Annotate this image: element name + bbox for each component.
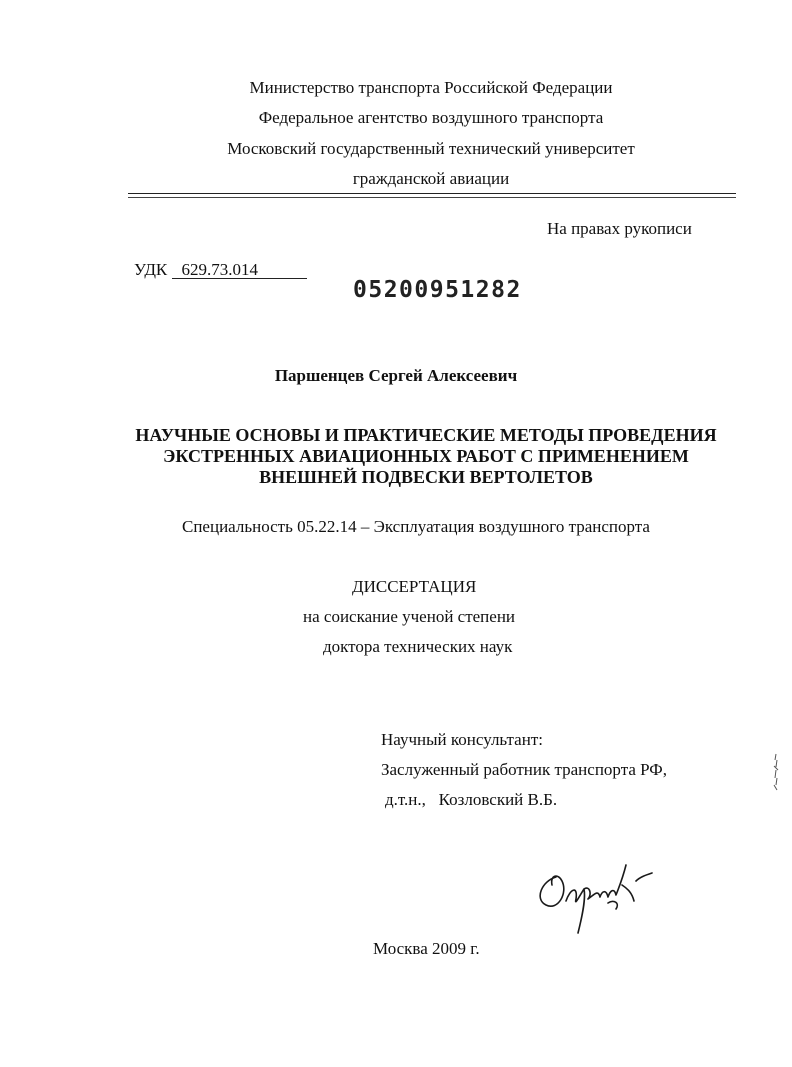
- manuscript-note: На правах рукописи: [547, 219, 692, 238]
- consultant-label: Научный консультант:: [381, 730, 543, 749]
- specialty-line: Специальность 05.22.14 – Эксплуатация воздушного транспорта: [182, 517, 650, 536]
- title-line-3: ВНЕШНЕЙ ПОДВЕСКИ ВЕРТОЛЕТОВ: [259, 467, 593, 487]
- title-line-2: ЭКСТРЕННЫХ АВИАЦИОННЫХ РАБОТ С ПРИМЕНЕНИЕМ: [163, 446, 689, 466]
- agency-line: Федеральное агентство воздушного транспорта: [258, 108, 604, 127]
- dissertation-title: [96, 425, 756, 488]
- university-line-1: Московский государственный технический университет: [227, 139, 635, 158]
- title-line-1: НАУЧНЫЕ ОСНОВЫ И ПРАКТИЧЕСКИЕ МЕТОДЫ ПРОВЕДЕНИЯ: [135, 425, 717, 445]
- degree-line-1: на соискание ученой степени: [303, 607, 516, 626]
- author-name: Паршенцев Сергей Алексеевич: [274, 366, 518, 385]
- consultant-name: Козловский В.Б.: [438, 790, 558, 809]
- margin-scribble-icon: [771, 752, 781, 792]
- consultant-degree-name: [385, 790, 557, 810]
- consultant-degree: д.т.н.,: [385, 790, 426, 809]
- place-year: Москва 2009 г.: [373, 939, 480, 958]
- udk-label: УДК: [134, 260, 168, 279]
- header-rule-bottom: [128, 197, 736, 198]
- consultant-title: Заслуженный работник транспорта РФ,: [381, 760, 667, 779]
- university-line-2: гражданской авиации: [352, 169, 510, 188]
- header-rule-top: [128, 193, 736, 194]
- registration-code: 05200951282: [353, 277, 522, 303]
- degree-line-2: доктора технических наук: [323, 637, 513, 656]
- signature-icon: [528, 855, 668, 940]
- udk-value: 629.73.014: [172, 261, 307, 279]
- work-type-heading: ДИССЕРТАЦИЯ: [352, 577, 477, 596]
- ministry-line: Министерство транспорта Российской Федерации: [249, 78, 613, 97]
- udk-line: [134, 260, 307, 280]
